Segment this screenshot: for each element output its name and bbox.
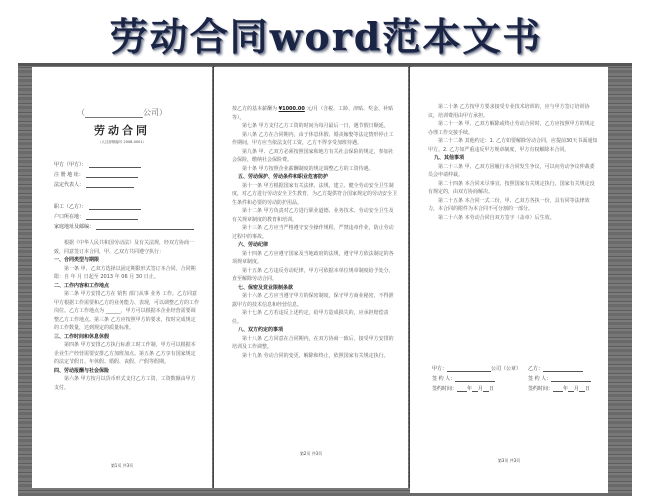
- page-1: [32, 67, 212, 488]
- party-a-rep-field: 法定代表人：: [54, 181, 134, 188]
- party-b-name-field: 职工（乙方）：: [54, 203, 141, 210]
- party-b-hukou-field: 户口所在地：: [54, 213, 138, 220]
- doc-title: 劳动合同: [94, 124, 150, 137]
- party-b-date: 签约时间： 年 月 日: [528, 386, 591, 392]
- party-b-rep: 签 约 人：: [528, 375, 591, 382]
- page3-body: 第二十条 乙方按甲方要求接受专业技术培训的，应与甲方签订培训协议，培训费用由甲方承担。 第二十一条 甲、乙双方解除或终止劳动合同时，乙方应按照甲方的规定办理工作交接手续。 第二十二条 其他约定：1. 乙方如要解除劳动合同，应提前30天书面通知甲方。2. 乙方如严重违反甲方规章制度，甲方有权解除本合同。 九、其他事项 第二十三条 甲、乙双方因履行本合同发生争议，可以向劳动争议仲裁委员会申请仲裁。 第二十四条 本合同未尽事宜，按照国家有关规定执行。国家有关规定没有规定的，由双方协商解决。 第二十五条 本合同一式二份，甲、乙双方各执一份，具有同等法律效力，本合同的附件为本合同不可分割的一部分。 第二十六条 本劳动合同自双方签字（盖章）后生效。: [428, 104, 598, 221]
- page-2: [214, 67, 408, 488]
- party-a-address-field: 注 册 地 址：: [54, 171, 138, 178]
- party-b-signature: 乙方：: [528, 365, 583, 372]
- party-a-name-field: 甲方（甲方）：: [54, 161, 141, 168]
- company-name-blank: [85, 109, 143, 118]
- party-a-date: 签约时间： 年 月 日: [432, 386, 495, 392]
- page-number: 第2页 共3页: [299, 451, 323, 456]
- page2-body: 按乙方的基本薪酬为 ¥1000.00 元/月（含税、工龄、津贴、奖金、补贴等）。 第七条 甲方支付乙方工资的时间为每月最后一日，遇节假日顺延。 第八条 乙方在合同期内，由于休息休假、婚丧嫁娶等法定情形停止工作期间，甲方应当依法支付工资，乙方不得享受加班待遇。 第九条 甲、乙双方必须按照国家和地方有关社会保险的规定，参加社会保险，缴纳社会保险费。 第十条 甲方按照企业薪酬制度的规定调整乙方的工资待遇。 五、劳动保护、劳动条件和职业危害防护 第十一条 甲方根据国家有关法律、法规，建立、健全劳动安全卫生制度，对乙方进行劳动安全卫生教育，为乙方提供符合国家规定的劳动安全卫生条件和必要的劳动防护用品。 第十二条 甲方负责对乙方进行职业道德、业务技术、劳动安全卫生及有关规章制度的教育和培训。 第十三条 乙方应当严格遵守安全操作规程，严禁违章作业，防止劳动过程中的事故。 六、劳动纪律 第十四条 乙方应遵守国家及当地政府的法规，遵守甲方依法制定的各项规章制度。 第十五条 乙方违反劳动纪律，甲方可依据本单位规章制度给予处分，直至解除劳动合同。 七、保密及竞业限制条款 第十六条 乙方应当遵守甲方的保密制度，保守甲方商业秘密，不得泄露甲方的技术信息和经营信息。 第十七条 乙方若违反上述约定，给甲方造成损失的，应承担赔偿责任。 八、双方约定的事项 第十八条 乙方同意在合同期内，在双方协商一致后，接受甲方安排的培训及工作调整。 第十九条 劳动合同的变更、解除和终止，依照国家有关规定执行。: [232, 106, 398, 359]
- doc-subtitle: （人社部制编号 2008-0001）: [97, 140, 147, 144]
- document-preview-frame: [18, 66, 632, 496]
- page-3: [410, 67, 608, 493]
- party-a-rep: 签 约 人：: [432, 375, 495, 382]
- page-number: 第3页 共3页: [497, 458, 521, 463]
- page1-body: 根据《中华人民共和国劳动法》及有关法规，经双方协商一致，同意签订本合同，甲、乙双方共同遵守执行： 一、合同类型与期限 第一条 甲、乙双方选择以固定期限形式签订本合同。合同期限：自 年 月 日起至 2013 年 06 月 30 日止。 二、工作内容和工作地点 第二条 甲方安排乙方在 销售 部门从事 业务 工作。乙方同意甲方根据工作需要和乙方的业务能力、表现，可以调整乙方的工作岗位。乙方工作地点为 ______，甲方可以根据本企业经营需要调整乙方工作地点。第三条 乙方应按照甲方的要求，按时完成规定的工作数量，达到规定的质量标准。 三、工作时间和休息休假 第四条 甲方安排乙方执行标准工时工作制，甲方可以根据本企业生产经营需要安排乙方加班加点。第五条 乙方享有国家规定的法定节假日、年休假、婚假、丧假、产假等假期。 四、劳动报酬与社会保险 第六条 甲方按月以货币形式支付乙方工资，工资数额由甲方支付。: [54, 240, 200, 391]
- party-b-address-field: 家庭地址及邮编：: [54, 223, 194, 230]
- banner-title: 劳动合同word范本文书: [109, 14, 543, 59]
- party-a-signature: 甲方： 公司（公章）: [432, 366, 522, 372]
- page-number: 第1页 共3页: [110, 463, 134, 468]
- company-line: （ 公司）: [77, 108, 167, 117]
